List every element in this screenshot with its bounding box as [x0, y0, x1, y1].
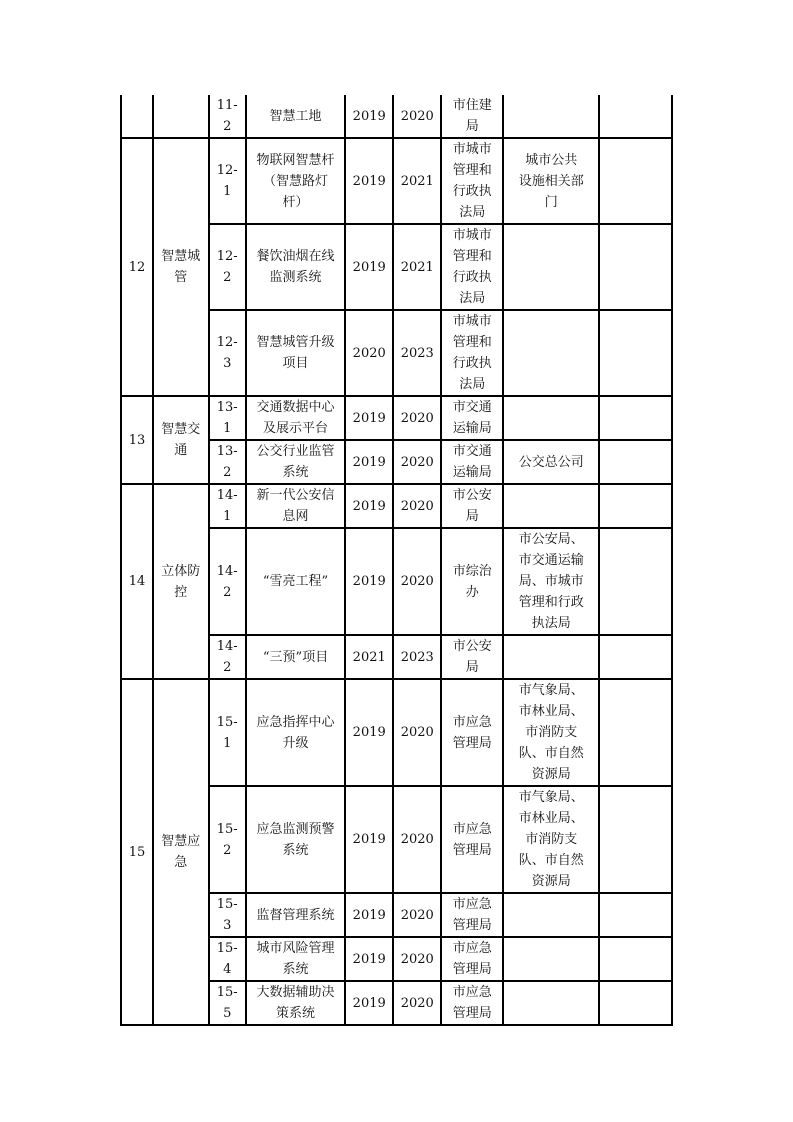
start-year-cell: 2021: [345, 635, 393, 679]
coop-dept-cell: [503, 893, 599, 937]
start-year-cell: 2019: [345, 95, 393, 138]
row-number-cell: 12: [121, 138, 153, 396]
note-cell: [599, 396, 672, 440]
end-year-cell: 2020: [393, 893, 441, 937]
sub-number-cell: 14- 1: [209, 484, 246, 528]
sub-number-cell: 15- 2: [209, 786, 246, 893]
coop-dept-cell: 市气象局、 市林业局、 市消防支 队、市自然 资源局: [503, 679, 599, 786]
coop-dept-cell: 市气象局、 市林业局、 市消防支 队、市自然 资源局: [503, 786, 599, 893]
sub-number-cell: 12- 3: [209, 310, 246, 396]
end-year-cell: 2020: [393, 95, 441, 138]
note-cell: [599, 528, 672, 635]
project-name-cell: 城市风险管理 系统: [246, 937, 345, 981]
coop-dept-cell: [503, 937, 599, 981]
row-number-cell: 14: [121, 484, 153, 679]
note-cell: [599, 937, 672, 981]
lead-dept-cell: 市应急 管理局: [441, 893, 503, 937]
category-cell: 智慧交 通: [153, 396, 209, 484]
start-year-cell: 2019: [345, 528, 393, 635]
start-year-cell: 2019: [345, 786, 393, 893]
category-cell: [153, 95, 209, 138]
table-row: [121, 484, 672, 528]
note-cell: [599, 679, 672, 786]
end-year-cell: 2023: [393, 310, 441, 396]
coop-dept-cell: [503, 484, 599, 528]
lead-dept-cell: 市城市 管理和 行政执 法局: [441, 224, 503, 310]
project-name-cell: 应急指挥中心 升级: [246, 679, 345, 786]
lead-dept-cell: 市城市 管理和 行政执 法局: [441, 138, 503, 224]
sub-number-cell: 14- 2: [209, 528, 246, 635]
end-year-cell: 2020: [393, 440, 441, 484]
lead-dept-cell: 市住建 局: [441, 95, 503, 138]
row-number-cell: 13: [121, 396, 153, 484]
lead-dept-cell: 市交通 运输局: [441, 396, 503, 440]
project-name-cell: 公交行业监管 系统: [246, 440, 345, 484]
lead-dept-cell: 市城市 管理和 行政执 法局: [441, 310, 503, 396]
project-name-cell: 智慧城管升级 项目: [246, 310, 345, 396]
table-row: [121, 396, 672, 440]
start-year-cell: 2019: [345, 224, 393, 310]
sub-number-cell: 12- 1: [209, 138, 246, 224]
project-name-cell: 新一代公安信 息网: [246, 484, 345, 528]
end-year-cell: 2020: [393, 396, 441, 440]
lead-dept-cell: 市应急 管理局: [441, 786, 503, 893]
end-year-cell: 2021: [393, 224, 441, 310]
sub-number-cell: 14- 2: [209, 635, 246, 679]
table-row: [121, 95, 672, 138]
coop-dept-cell: 市公安局、 市交通运输 局、市城市 管理和行政 执法局: [503, 528, 599, 635]
coop-dept-cell: 城市公共 设施相关部 门: [503, 138, 599, 224]
category-cell: 智慧城 管: [153, 138, 209, 396]
row-number-cell: 15: [121, 679, 153, 1025]
end-year-cell: 2020: [393, 786, 441, 893]
table-row: [121, 138, 672, 224]
lead-dept-cell: 市应急 管理局: [441, 679, 503, 786]
lead-dept-cell: 市综治 办: [441, 528, 503, 635]
start-year-cell: 2019: [345, 484, 393, 528]
end-year-cell: 2020: [393, 679, 441, 786]
project-name-cell: 餐饮油烟在线 监测系统: [246, 224, 345, 310]
start-year-cell: 2019: [345, 396, 393, 440]
start-year-cell: 2020: [345, 310, 393, 396]
sub-number-cell: 13- 2: [209, 440, 246, 484]
coop-dept-cell: [503, 95, 599, 138]
sub-number-cell: 13- 1: [209, 396, 246, 440]
start-year-cell: 2019: [345, 893, 393, 937]
end-year-cell: 2020: [393, 937, 441, 981]
end-year-cell: 2020: [393, 981, 441, 1025]
project-name-cell: 监督管理系统: [246, 893, 345, 937]
project-name-cell: 应急监测预警 系统: [246, 786, 345, 893]
lead-dept-cell: 市公安 局: [441, 484, 503, 528]
start-year-cell: 2019: [345, 981, 393, 1025]
end-year-cell: 2020: [393, 528, 441, 635]
note-cell: [599, 440, 672, 484]
note-cell: [599, 224, 672, 310]
note-cell: [599, 981, 672, 1025]
coop-dept-cell: 公交总公司: [503, 440, 599, 484]
lead-dept-cell: 市公安 局: [441, 635, 503, 679]
note-cell: [599, 310, 672, 396]
sub-number-cell: 15- 5: [209, 981, 246, 1025]
start-year-cell: 2019: [345, 440, 393, 484]
project-name-cell: 物联网智慧杆 （智慧路灯 杆）: [246, 138, 345, 224]
table-row: [121, 679, 672, 786]
sub-number-cell: 15- 3: [209, 893, 246, 937]
row-number-cell: [121, 95, 153, 138]
coop-dept-cell: [503, 310, 599, 396]
start-year-cell: 2019: [345, 679, 393, 786]
coop-dept-cell: [503, 981, 599, 1025]
end-year-cell: 2021: [393, 138, 441, 224]
project-name-cell: 大数据辅助决 策系统: [246, 981, 345, 1025]
lead-dept-cell: 市应急 管理局: [441, 937, 503, 981]
sub-number-cell: 15- 1: [209, 679, 246, 786]
project-name-cell: 交通数据中心 及展示平台: [246, 396, 345, 440]
coop-dept-cell: [503, 224, 599, 310]
note-cell: [599, 95, 672, 138]
start-year-cell: 2019: [345, 138, 393, 224]
note-cell: [599, 138, 672, 224]
sub-number-cell: 11- 2: [209, 95, 246, 138]
end-year-cell: 2020: [393, 484, 441, 528]
lead-dept-cell: 市交通 运输局: [441, 440, 503, 484]
category-cell: 立体防 控: [153, 484, 209, 679]
note-cell: [599, 635, 672, 679]
lead-dept-cell: 市应急 管理局: [441, 981, 503, 1025]
project-name-cell: “三预”项目: [246, 635, 345, 679]
project-table: [120, 95, 673, 1026]
start-year-cell: 2019: [345, 937, 393, 981]
category-cell: 智慧应 急: [153, 679, 209, 1025]
coop-dept-cell: [503, 396, 599, 440]
note-cell: [599, 484, 672, 528]
sub-number-cell: 12- 2: [209, 224, 246, 310]
coop-dept-cell: [503, 635, 599, 679]
project-name-cell: “雪亮工程”: [246, 528, 345, 635]
note-cell: [599, 893, 672, 937]
note-cell: [599, 786, 672, 893]
project-name-cell: 智慧工地: [246, 95, 345, 138]
sub-number-cell: 15- 4: [209, 937, 246, 981]
end-year-cell: 2023: [393, 635, 441, 679]
